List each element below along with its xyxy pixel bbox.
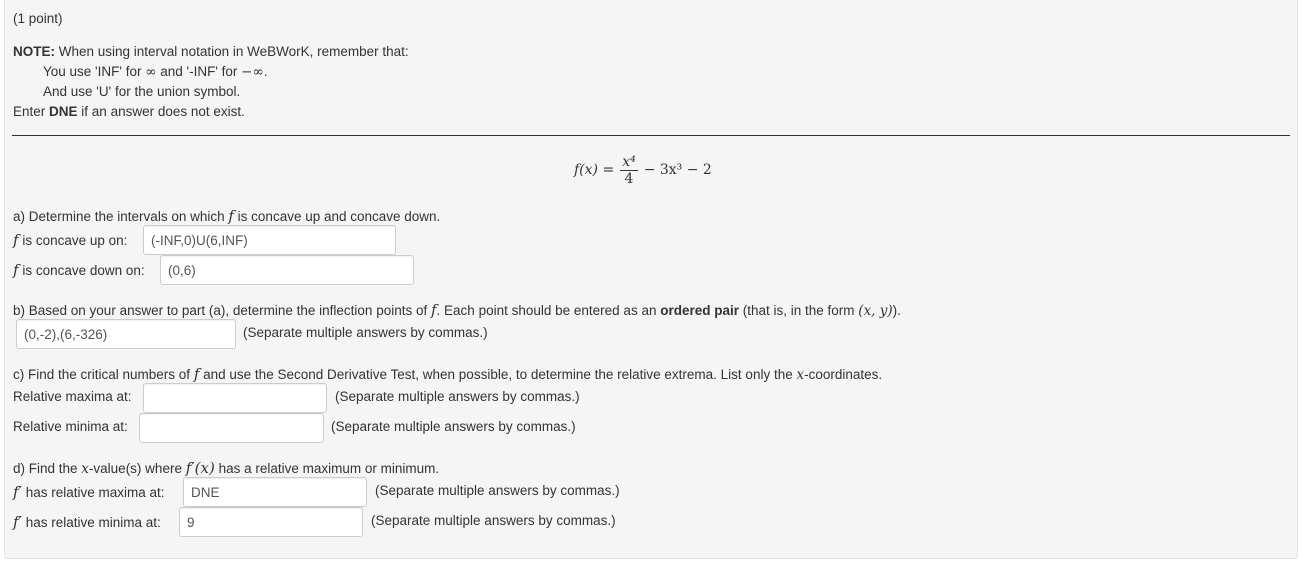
part-b-text-4: ). [892, 303, 901, 318]
note-inf-text: You use 'INF' for [43, 64, 146, 79]
note-dne-suffix: if an answer does not exist. [77, 104, 245, 119]
function-equation [574, 150, 712, 190]
relative-minima-input[interactable] [139, 413, 324, 443]
part-c-f: f [193, 365, 200, 383]
part-d-text-3: has a relative maximum or minimum. [214, 461, 440, 476]
relative-maxima-label: Relative maxima at: [13, 389, 132, 404]
part-c-question [13, 365, 882, 383]
part-b-text-1: b) Based on your answer to part (a), determine the inflection points of [13, 303, 431, 318]
part-d-text-2: -value(s) where [88, 461, 186, 476]
note-line [13, 44, 409, 59]
part-b-ordered-pair: ordered pair [660, 303, 739, 318]
fprime-minima-label [13, 513, 161, 531]
note-period: . [263, 64, 268, 79]
part-a-text-2: is concave up and concave down. [233, 209, 441, 224]
fprime-minima-hint: (Separate multiple answers by commas.) [371, 513, 616, 528]
inflection-hint: (Separate multiple answers by commas.) [243, 325, 488, 340]
fprime-minima-input[interactable] [179, 507, 363, 537]
part-c-text-1: c) Find the critical numbers of [13, 367, 194, 382]
part-c-text-3: -coordinates. [804, 367, 883, 382]
part-d-text-1: d) Find the [13, 461, 82, 476]
part-a-text-1: a) Determine the intervals on which [13, 209, 229, 224]
fprime-maxima-f: f′ [13, 483, 22, 501]
concave-up-f: f [13, 231, 19, 249]
part-b-question [13, 301, 901, 319]
concave-down-text: is concave down on: [18, 263, 145, 278]
concave-up-text: is concave up on: [18, 233, 128, 248]
note-inf-line [43, 64, 267, 80]
note-dne-prefix: Enter [13, 104, 50, 119]
part-b-f: f [430, 301, 437, 319]
relative-minima-hint: (Separate multiple answers by commas.) [331, 419, 576, 434]
fraction-numerator: x⁴ [622, 153, 636, 170]
note-dne-bold: DNE [49, 104, 78, 119]
equation-lhs: f(x) = [574, 162, 615, 178]
relative-maxima-input[interactable] [143, 383, 327, 413]
neg-infinity-symbol: −∞ [241, 64, 264, 80]
fprime-minima-f: f′ [13, 513, 22, 531]
fprime-maxima-input[interactable] [183, 477, 367, 507]
part-a-f: f [228, 207, 234, 225]
fraction-denominator: 4 [624, 170, 634, 187]
part-b-text-3: (that is, in the form [739, 303, 859, 318]
part-a-question [13, 207, 440, 225]
inflection-points-input[interactable] [16, 319, 236, 349]
equation-fraction [620, 154, 638, 187]
note-union-line: And use 'U' for the union symbol. [43, 84, 241, 99]
part-c-x: x [796, 367, 805, 383]
divider [12, 135, 1290, 136]
fprime-maxima-text: has relative maxima at: [21, 485, 165, 500]
note-text: When using interval notation in WeBWorK, remember that: [55, 44, 409, 59]
note-label: NOTE: [13, 44, 55, 59]
concave-down-f: f [13, 261, 19, 279]
concave-up-label [13, 231, 127, 249]
infinity-symbol: ∞ [145, 64, 157, 80]
concave-down-label [13, 261, 145, 279]
note-dne-line [13, 104, 245, 119]
relative-minima-label: Relative minima at: [13, 419, 128, 434]
fprime-minima-text: has relative minima at: [21, 515, 161, 530]
relative-maxima-hint: (Separate multiple answers by commas.) [335, 389, 580, 404]
equation-rhs: − 3x³ − 2 [643, 162, 712, 178]
concave-down-input[interactable] [160, 255, 414, 285]
note-neginf-text: and '-INF' for [156, 64, 242, 79]
fprime-maxima-label [13, 483, 165, 501]
concave-up-input[interactable] [143, 225, 396, 255]
part-d-question [13, 459, 439, 477]
part-b-pair: (x, y) [858, 303, 893, 319]
part-c-text-2: and use the Second Derivative Test, when possible, to determine the relative extrema. List only the [199, 367, 797, 382]
fprime-maxima-hint: (Separate multiple answers by commas.) [375, 483, 620, 498]
points-label: (1 point) [13, 11, 63, 26]
part-b-text-2: . Each point should be entered as an [436, 303, 661, 318]
part-d-fprime: f′(x) [185, 459, 215, 477]
part-d-x: x [81, 461, 89, 477]
